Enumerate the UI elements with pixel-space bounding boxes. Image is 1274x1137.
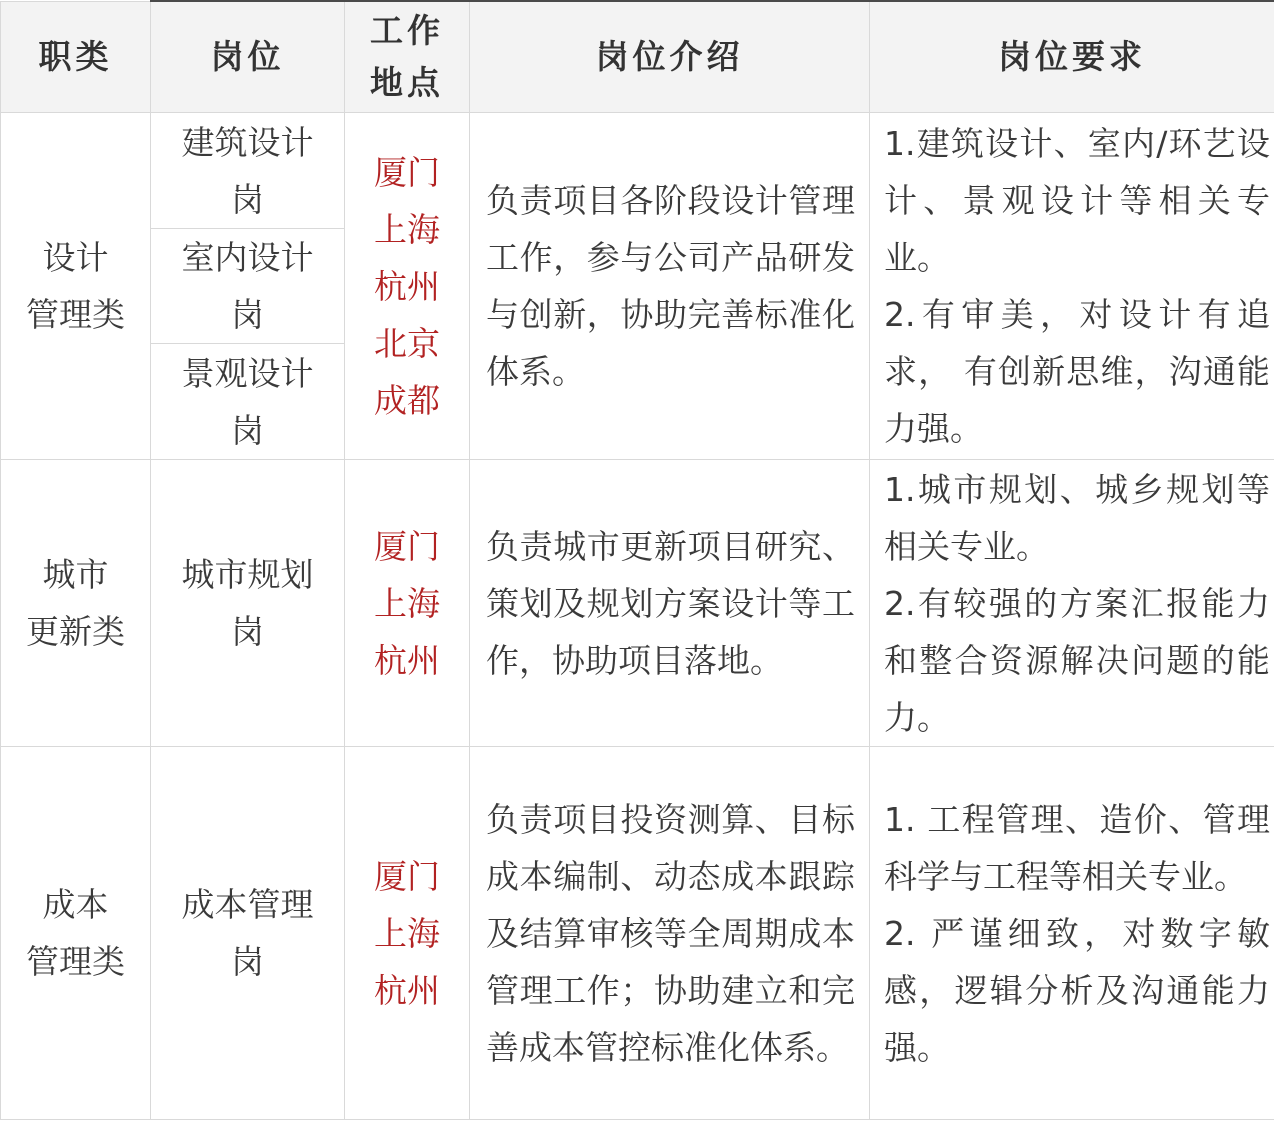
requirements-cost-management: 1. 工程管理、造价、管理科学与工程等相关专业。 2. 严谨细致，对数字敏感，逻辑分析及沟通能力强。 [870,747,1274,1120]
intro-cost-management: 负责项目投资测算、目标成本编制、动态成本跟踪及结算审核等全周期成本管理工作；协助建立和完善成本管控标准化体系。 [470,747,870,1120]
position-urban-planning: 城市规划 岗 [151,460,345,747]
intro-urban-renewal: 负责城市更新项目研究、策划及规划方案设计等工作，协助项目落地。 [470,460,870,747]
position-architecture-design: 建筑设计 岗 [151,113,345,229]
category-design-management: 设计 管理类 [1,113,151,460]
position-interior-design: 室内设计 岗 [151,229,345,344]
header-location [345,1,470,113]
header-location-line1: 工作 [370,11,444,50]
cities-urban-renewal: 厦门 上海 杭州 [345,460,470,747]
position-landscape-design: 景观设计 岗 [151,344,345,460]
position-cost-management: 成本管理 岗 [151,747,345,1120]
header-location-line2: 地点 [370,63,444,102]
requirements-urban-renewal: 1.城市规划、城乡规划等相关专业。 2.有较强的方案汇报能力和整合资源解决问题的能力。 [870,460,1274,747]
intro-design-management: 负责项目各阶段设计管理工作，参与公司产品研发与创新，协助完善标准化体系。 [470,113,870,460]
header-requirements: 岗位要求 [870,1,1274,113]
category-urban-renewal: 城市 更新类 [1,460,151,747]
header-category: 职类 [1,1,151,113]
category-cost-management: 成本 管理类 [1,747,151,1120]
cities-design-management: 厦门 上海 杭州 北京 成都 [345,113,470,460]
requirements-design-management: 1.建筑设计、室内/环艺设计、景观设计等相关专业。 2.有审美，对设计有追求， 有创新思维，沟通能力强。 [870,113,1274,460]
header-position: 岗位 [151,1,345,113]
header-intro: 岗位介绍 [470,1,870,113]
cities-cost-management: 厦门 上海 杭州 [345,747,470,1120]
